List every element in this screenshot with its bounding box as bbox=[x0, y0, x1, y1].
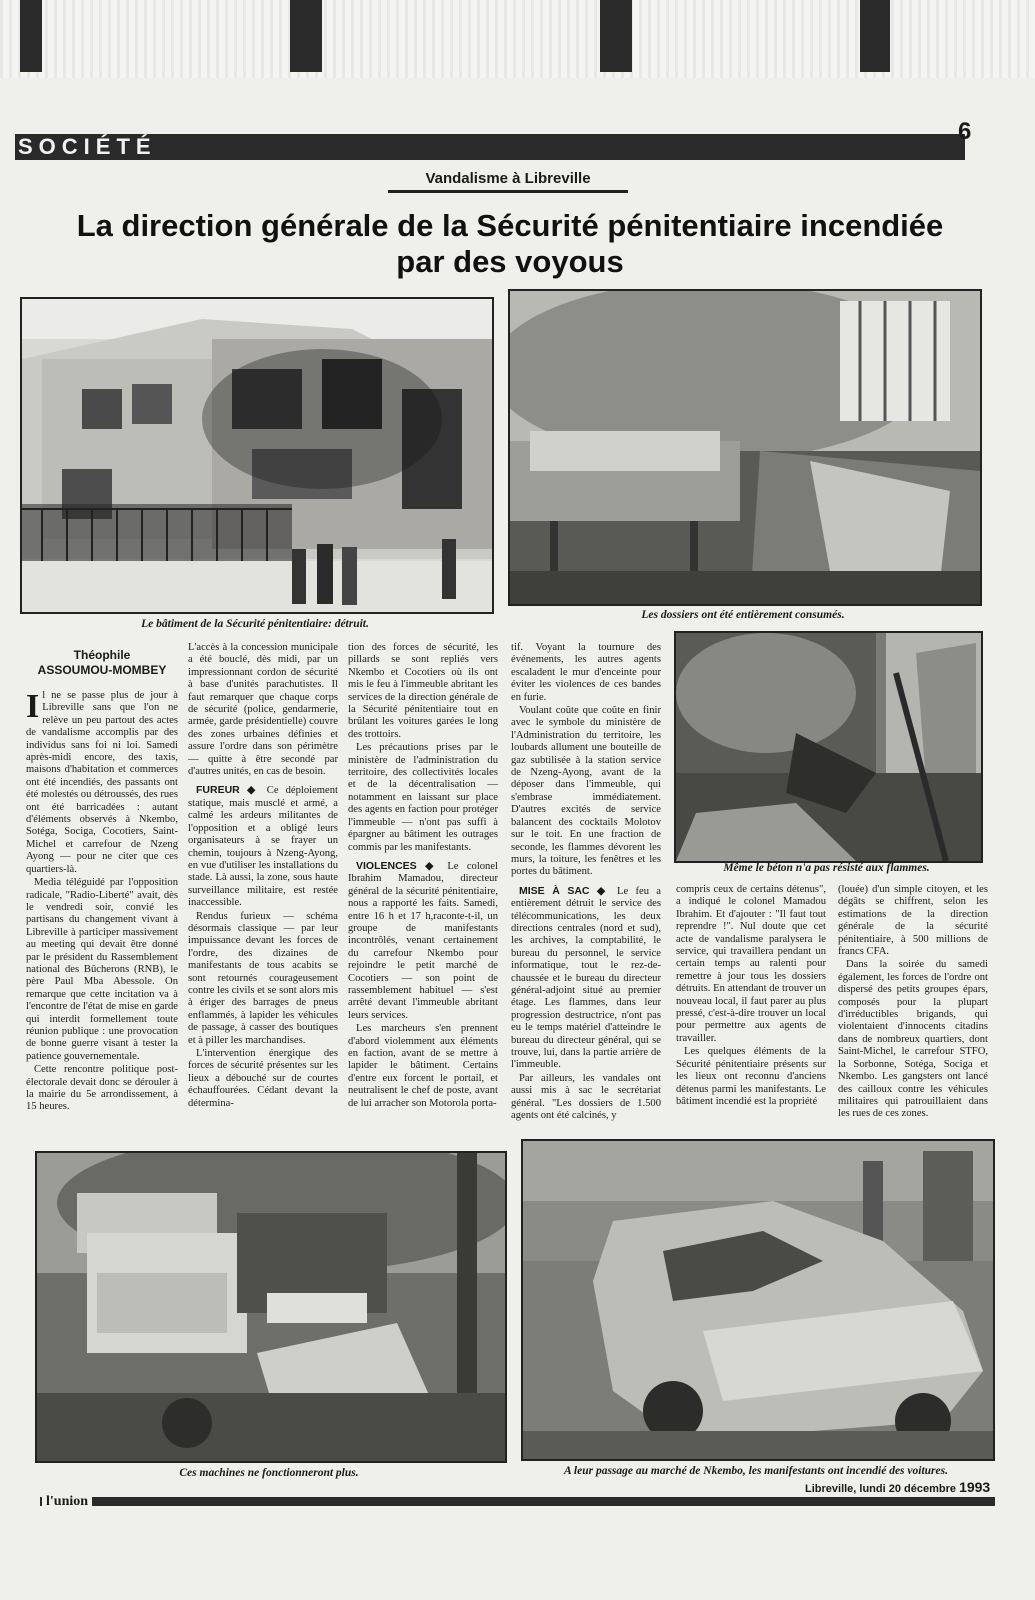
col2-paragraph-4: L'intervention énergique des forces de sécurité présentes sur les lieux a débouché sur de courtes échauffourées. Cédant devant la détermina- bbox=[188, 1048, 338, 1109]
col6-paragraph-1: (louée) d'un simple citoyen, et les dégâts se chiffrent, selon les estimations de la direction générale de la sécurité pénitentiaire, à 500 millions de francs CFA. bbox=[838, 884, 988, 958]
dateline-year: 1993 bbox=[959, 1479, 991, 1495]
article-column-5 bbox=[676, 884, 826, 1109]
dateline-text: Libreville, lundi 20 décembre bbox=[805, 1483, 956, 1495]
concrete-photo-image bbox=[676, 633, 981, 861]
footer-rule bbox=[40, 1497, 995, 1506]
dateline bbox=[805, 1479, 990, 1495]
article-column-3 bbox=[348, 642, 498, 1111]
col3-paragraph-3: VIOLENCES ◆ Le colonel Ibrahim Mamadou, directeur général de la sécurité pénitentiaire, nous a rapporté les faits. Samedi, entre 16 h et 17 h,raconte-t-il, un groupe de manifestants incontrôlés, venant certainement du carrefour Nkembo pour rejoindre le petit marché de Cocotiers — son point de rassemblement habituel — s'est arrêté devant l'immeuble abritant leurs services. bbox=[348, 859, 499, 1021]
binder-clip-4 bbox=[860, 0, 890, 72]
col4-paragraph-3: MISE À SAC ◆ Le feu a entièrement détruit le service des télécommunications, les deux directions centrales (nord et sud), les archives, la comptabilité, le bureau du personnel, le service informatique, tout le rez-de-chaussée et le bureau du directeur général-adjoint situé au premier étage. Les flammes, dans leur progression destructrice, n'ont pas eu le temps matériel d'atteindre le bureau du directeur général, qui se trouve, lui, dans la partie arrière de l'immeuble. bbox=[511, 884, 661, 1071]
article-column-2 bbox=[188, 642, 338, 1111]
byline bbox=[26, 648, 178, 678]
article-kicker: Vandalisme à Libreville bbox=[388, 170, 628, 193]
drop-cap: I bbox=[26, 688, 40, 725]
masthead-logo: l'union bbox=[42, 1494, 92, 1510]
col6-paragraph-2: Dans la soirée du samedi également, les forces de l'ordre ont dispersé des petits groupes épars, composés pour la plupart d'irréductibles brigands, qui violentaient d'innocents citadins dans de nombreux quartiers, dont Saint-Michel, le carrefour STFO, la Sorbonne, Sotéga, Sociga et Nkembo. Les gangsters ont lancé des cailloux contre les véhicules militaires qui patrouillaient dans les rues de ces zones. bbox=[838, 959, 988, 1120]
concrete-caption: Même le béton n'a pas résisté aux flammes. bbox=[723, 862, 930, 874]
col3-paragraph-1: tion des forces de sécurité, les pillards se sont repliés vers Nkembo et Cocotiers où ils ont mis le feu à l'immeuble abritant les services de la direction générale de la Sécurité pénitentiaire tout en brûlant les voitures garées le long des trottoirs. bbox=[348, 642, 498, 740]
photo-concrete bbox=[674, 631, 983, 863]
subhead-fureur: FUREUR ◆ bbox=[196, 784, 260, 797]
photo-building bbox=[20, 297, 494, 614]
col3-paragraph-2: Les précautions prises par le ministère de l'administration du territoire, des collectivités locales et de la décentralisation — notamment en laissant sur place des agents en faction pour protéger l'immeuble — n'ont pas suffi à épargner au bâtiment les outrages commis par les manifestants. bbox=[348, 742, 498, 853]
col1-paragraph-3: Cette rencontre politique post-électorale devait donc se dérouler à la mairie du 5e arrondissement, à 15 heures. bbox=[26, 1064, 178, 1113]
section-bar bbox=[15, 134, 965, 160]
machines-photo-image bbox=[37, 1153, 505, 1461]
col2-paragraph-3: Rendus furieux — schéma désormais classique — par leur impuissance devant les forces de l'ordre, des dizaines de manifestants de tous acabits se sont retournés courageusement contre les civils et se sont alors mis à ériger des barrages de pneus enflammés, à lapider les véhicules de passage, à casser des boutiques et à piller les marchandises. bbox=[188, 910, 338, 1046]
col1-paragraph-2: Media téléguidé par l'opposition radicale, "Radio-Liberté" avait, dès le vendredi soir, convié les partisans du changement vivant à Libreville à participer massivement au meeting qui devait être donné par le président du Rassemblement national des Bûcherons (RNB), le père Paul Mba Abessole. On remarque que cette incitation va à l'encontre de l'état de mise en garde qui interdit formellement toute réunion publique : une provocation de bonne guerre visant à tester la patience gouvernementale. bbox=[26, 877, 178, 1062]
building-caption: Le bâtiment de la Sécurité pénitentiaire: détruit. bbox=[141, 618, 369, 630]
col4-paragraph-4: Par ailleurs, les vandales ont aussi mis à sac le secrétariat général. "Les dossiers de 1.500 agents ont été calcinés, y bbox=[511, 1072, 661, 1122]
article-column-1 bbox=[26, 690, 178, 1115]
building-photo-image bbox=[22, 299, 492, 612]
binder-clip-3 bbox=[600, 0, 632, 72]
car-caption: A leur passage au marché de Nkembo, les manifestants ont incendié des voitures. bbox=[564, 1465, 948, 1477]
photo-machines bbox=[35, 1151, 507, 1463]
col4-paragraph-2: Voulant coûte que coûte en finir avec le symbole du ministère de l'Administration du territoire, les loubards allument une bouteille de gaz subtilisée à la station service de Nzeng-Ayong, avant de la déposer dans l'immeuble, qui s'embrase immédiatement. D'autres excités de service balancent des cocktails Molotov sur le toit. En une fraction de seconde, les flammes dévorent les murs, la toiture, les fenêtres et les portes du bâtiment. bbox=[511, 705, 661, 878]
car-photo-image bbox=[523, 1141, 993, 1459]
binder-clip-2 bbox=[290, 0, 322, 72]
col5-paragraph-1: compris ceux de certains détenus", a indiqué le colonel Mamadou Ibrahim. Et d'ajouter : "Il faut tout reprendre !". Nul doute que cet acte de vandalisme paralysera le service, qui travaillera pendant un certain temps au ralenti pour remettre à jour tous les dossiers détruits. En attendant de trouver un nouveau local, il faut parer au plus pressé, c'est-à-dire trouver un local pour permettre aux agents de travailler. bbox=[676, 884, 826, 1044]
binder-clip-1 bbox=[20, 0, 42, 72]
col2-paragraph-2: FUREUR ◆ Ce déploiement statique, mais musclé et armé, a calmé les ardeurs militantes de l'opposition et a obligé leurs organisateurs à se frayer un chemin, toujours à Nzeng-Ayong, en vue d'utiliser les installations du stade. Là aussi, la zone, sous haute surveillance militaire, est restée inaccessible. bbox=[188, 784, 338, 909]
subhead-violences: VIOLENCES ◆ bbox=[356, 859, 440, 872]
col5-paragraph-2: Les quelques éléments de la Sécurité pénitentiaire présents sur les lieux ont reconnu d'anciens détenus parmi les manifestants. Le bâtiment incendié est la propriété bbox=[676, 1046, 826, 1107]
files-photo-image bbox=[510, 291, 980, 604]
article-headline: La direction générale de la Sécurité pénitentiaire incendiée par des voyous bbox=[76, 208, 944, 279]
article-column-6 bbox=[838, 884, 988, 1122]
files-caption: Les dossiers ont été entièrement consumés. bbox=[641, 609, 845, 621]
col2-paragraph-1: L'accès à la concession municipale a été bouclé, dès midi, par un impressionnant cordon de sécurité à base d'unités parachutistes. Il faut remarquer que chaque corps de sécurité (police, gendarmerie, armée, garde présidentielle) couvre des zones urbaines définies et assure l'ordre dans son périmètre — quitte à être secondé par d'autres unités, en cas de besoin. bbox=[188, 642, 338, 778]
photo-burned-files bbox=[508, 289, 982, 606]
byline-last-name: ASSOUMOU-MOMBEY bbox=[37, 663, 167, 677]
machines-caption: Ces machines ne fonctionneront plus. bbox=[179, 1467, 359, 1479]
col3-paragraph-4: Les marcheurs s'en prennent d'abord violemment aux éléments en faction, avant de se mettre à lapider le bâtiment. Certains d'entre eux forcent le portail, et neutralisent le chef de poste, avant de lui arracher son Motorola porta- bbox=[348, 1023, 498, 1109]
subhead-mise-a-sac: MISE À SAC ◆ bbox=[519, 884, 610, 897]
section-label: SOCIÉTÉ bbox=[18, 134, 157, 159]
article-column-4 bbox=[511, 642, 661, 1123]
col4-paragraph-1: tif. Voyant la tournure des événements, les autres agents escaladent le mur d'enceinte pour éviter les violences de ces bandes en furie. bbox=[511, 642, 661, 703]
byline-first-name: Théophile bbox=[73, 648, 131, 662]
photo-burned-car bbox=[521, 1139, 995, 1461]
page-number: 6 bbox=[958, 118, 972, 145]
col1-paragraph-1: Il ne se passe plus de jour à Libreville sans que l'on ne relève un peu partout des actes de vandalisme accomplis par des individus sans foi ni loi. Samedi après-midi encore, des taxis, maisons d'habitation et commerces ont été incendiés, des passants ont été molestés ou détroussés, des rues ont été barricadées : autant d'éléments observés à Nkembo, Sotéga, Sociga, Cocotiers, Saint-Michel et carrefour de Nzeng Ayong — pour ne citer que ces quartiers-là. bbox=[26, 688, 178, 875]
